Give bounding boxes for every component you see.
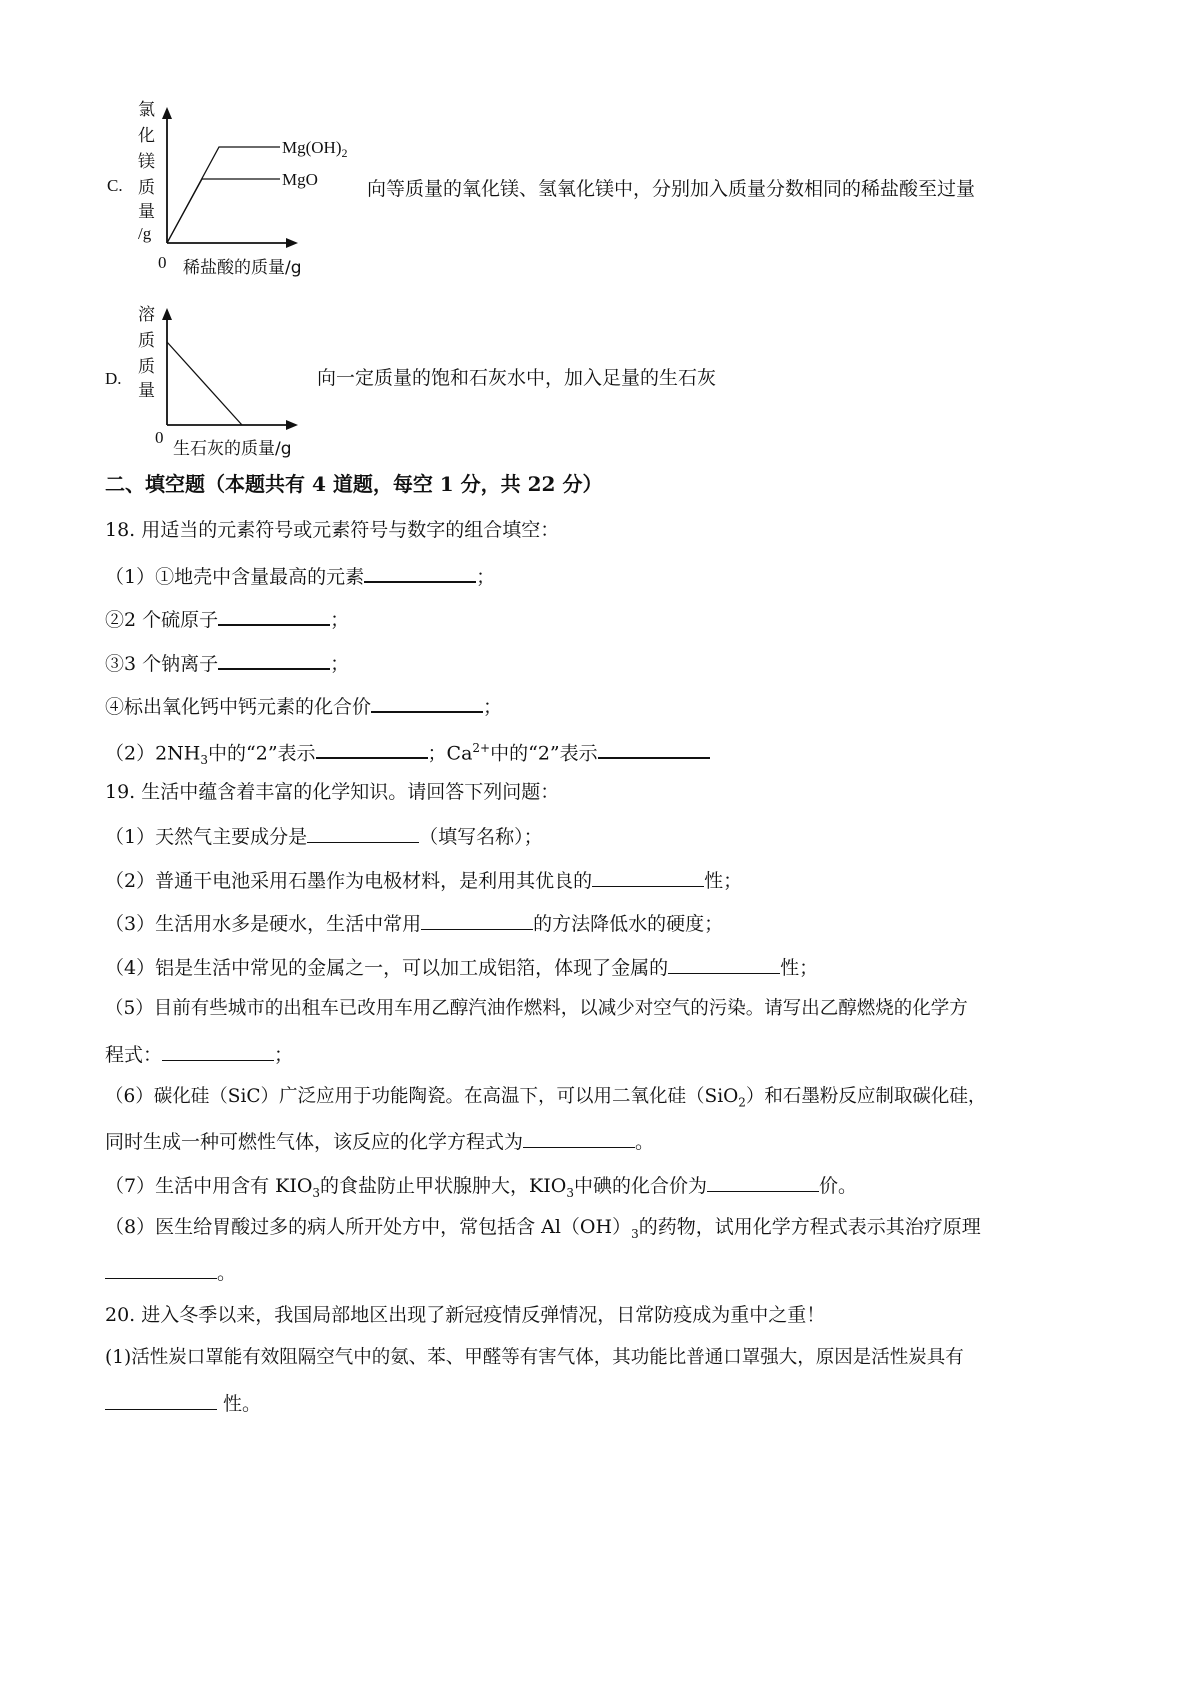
answer-blank[interactable]: [162, 1040, 274, 1061]
q20-stem: 20. 进入冬季以来，我国局部地区出现了新冠疫情反弹情况，日常防疫成为重中之重！: [105, 1304, 826, 1326]
option-c-y-char: 质: [138, 178, 155, 198]
q18-stem: 18. 用适当的元素符号或元素符号与数字的组合填空：: [105, 519, 560, 541]
q18-part3-text: ③3 个钠离子: [105, 653, 219, 675]
answer-blank[interactable]: [707, 1171, 819, 1192]
option-c-x-label: 稀盐酸的质量/g: [183, 258, 302, 278]
answer-blank[interactable]: [421, 909, 533, 930]
section-heading: 二、填空题（本题共有 4 道题，每空 1 分，共 22 分）: [105, 472, 603, 496]
q19-part5-line1: （5）目前有些城市的出租车已改用车用乙醇汽油作燃料，以减少对空气的污染。请写出乙醇燃烧的化学方: [105, 998, 968, 1019]
q19-part7-text-a: （7）生活中用含有 KIO: [105, 1175, 313, 1197]
q19-part3-text-a: （3）生活用水多是硬水，生活中常用: [105, 913, 422, 935]
option-c-curve-mgoh2: [167, 147, 280, 243]
q19-part1-text-b: （填写名称）；: [419, 826, 543, 848]
option-d-x-arrow: [286, 420, 298, 430]
q18-part1-text: （1）①地壳中含量最高的元素: [105, 566, 365, 588]
q18-part5-text-b: 中的“2”表示: [208, 742, 316, 765]
q19-part6-text-b: ）和石墨粉反应制取碳化硅，: [745, 1086, 987, 1107]
option-c-y-char: 氯: [138, 100, 155, 120]
q19-part7-text-b: 的食盐防止甲状腺肿大，KIO: [320, 1175, 567, 1197]
option-d-origin: 0: [155, 428, 164, 447]
answer-blank[interactable]: [523, 1127, 635, 1148]
option-d-label: D.: [105, 369, 122, 388]
option-d-x-label: 生石灰的质量/g: [173, 439, 292, 459]
option-c-curve-mgo: [167, 179, 280, 243]
option-d-y-char: 量: [138, 381, 155, 401]
q18-part2-end: ；: [330, 609, 350, 631]
q19-part6-line1: [105, 1084, 986, 1116]
option-d-y-arrow: [162, 308, 172, 320]
q19-part3-text-b: 的方法降低水的硬度；: [533, 913, 724, 935]
q19-part4-text-a: （4）铝是生活中常见的金属之一，可以加工成铝箔，体现了金属的: [105, 957, 669, 979]
q18-part1: [105, 561, 495, 590]
answer-blank[interactable]: [668, 953, 780, 974]
q19-part1-text-a: （1）天然气主要成分是: [105, 826, 308, 848]
q19-part4-text-b: 性；: [780, 957, 819, 979]
answer-blank[interactable]: [307, 822, 419, 843]
q18-part5-text-c: ；Ca: [427, 742, 473, 765]
q19-part7-text-d: 价。: [818, 1175, 857, 1197]
answer-blank[interactable]: [598, 737, 710, 759]
q18-part5: [105, 735, 710, 773]
q19-part8-line2: [105, 1258, 236, 1286]
answer-blank[interactable]: [316, 737, 428, 759]
q18-part3-end: ；: [330, 653, 350, 675]
answer-blank[interactable]: [371, 691, 483, 713]
q19-part7-sub1: 3: [312, 1185, 321, 1200]
option-d-y-char: 质: [138, 331, 155, 351]
answer-blank[interactable]: [364, 561, 476, 583]
q19-part4: [105, 953, 818, 981]
option-c-description: 向等质量的氧化镁、氢氧化镁中，分别加入质量分数相同的稀盐酸至过量: [367, 178, 976, 200]
answer-blank[interactable]: [218, 648, 330, 670]
q19-stem: 19. 生活中蕴含着丰富的化学知识。请回答下列问题：: [105, 781, 560, 803]
option-c-curve1-label: $Mg(OH)_2$: [282, 138, 348, 160]
q19-part2-text-b: 性；: [704, 870, 743, 892]
q19-part7-sub2: 3: [566, 1185, 574, 1200]
q19-part6-text-d: 。: [635, 1131, 655, 1153]
option-d-y-char: 溶: [138, 305, 155, 325]
q19-part2-text-a: （2）普通干电池采用石墨作为电极材料，是利用其优良的: [105, 870, 593, 892]
q18-part4-end: ；: [483, 696, 503, 718]
q19-part6-line2: [105, 1127, 654, 1155]
option-d-description: 向一定质量的饱和石灰水中，加入足量的生石灰: [317, 367, 717, 389]
q19-part5-text-a: 程式：: [105, 1044, 163, 1066]
q19-part5-line2: [105, 1040, 293, 1068]
answer-blank[interactable]: [105, 1258, 217, 1279]
q20-part1-line2: [105, 1389, 261, 1417]
answer-blank[interactable]: [105, 1389, 217, 1410]
option-c-y-char: 量: [138, 202, 155, 222]
option-c-label: C.: [107, 176, 123, 195]
q18-part4-text: ④标出氧化钙中钙元素的化合价: [105, 696, 372, 718]
q18-part1-end: ；: [476, 566, 496, 588]
q19-part2: [105, 866, 742, 894]
answer-blank[interactable]: [592, 866, 704, 887]
option-c-y-char: /g: [138, 224, 152, 243]
q18-part5-text-d: 中的“2”表示: [490, 742, 598, 765]
q19-part6-text-a: （6）碳化硅（SiC）广泛应用于功能陶瓷。在高温下，可以用二氧化硅（SiO: [105, 1086, 739, 1107]
q18-part2-text: ②2 个硫原子: [105, 609, 219, 631]
q19-part8-sub: 3: [631, 1226, 639, 1241]
option-c-y-arrow: [162, 107, 172, 119]
option-d-graph: [130, 300, 320, 462]
q20-part1-line1: (1)活性炭口罩能有效阻隔空气中的氨、苯、甲醛等有害气体，其功能比普通口罩强大，原因是活性炭具有: [105, 1347, 964, 1368]
option-c-origin: 0: [158, 253, 167, 272]
q18-part4: [105, 691, 502, 720]
q19-part1: [105, 822, 543, 850]
option-c-y-char: 化: [138, 126, 155, 146]
option-c-x-arrow: [286, 238, 298, 248]
q18-part5-sup: 2+: [472, 741, 491, 755]
q19-part5-text-b: ；: [274, 1044, 294, 1066]
option-d-curve: [167, 342, 242, 425]
q19-part7-text-c: 中碘的化合价为: [573, 1175, 707, 1197]
q19-part8-text-c: 。: [217, 1262, 237, 1284]
q18-part3: [105, 648, 349, 677]
option-d-y-char: 质: [138, 357, 155, 377]
q20-part1-text-b: 性。: [217, 1393, 262, 1415]
q19-part8-text-a: （8）医生给胃酸过多的病人所开处方中，常包括含 Al（OH）: [105, 1216, 632, 1238]
q18-part5-sub: 3: [200, 753, 209, 768]
q19-part6-sub: 2: [738, 1095, 746, 1110]
option-c-graph: [130, 95, 350, 285]
q18-part5-text-a: （2）2NH: [105, 742, 201, 765]
q19-part8-line1: [105, 1214, 981, 1247]
q18-part2: [105, 604, 349, 633]
option-c-curve2-label: MgO: [282, 170, 318, 189]
q19-part3: [105, 909, 723, 937]
q19-part6-text-c: 同时生成一种可燃性气体，该反应的化学方程式为: [105, 1131, 524, 1153]
answer-blank[interactable]: [218, 604, 330, 626]
q19-part7: [105, 1171, 857, 1206]
q19-part8-text-b: 的药物，试用化学方程式表示其治疗原理: [638, 1216, 981, 1238]
option-c-y-char: 镁: [138, 152, 155, 172]
